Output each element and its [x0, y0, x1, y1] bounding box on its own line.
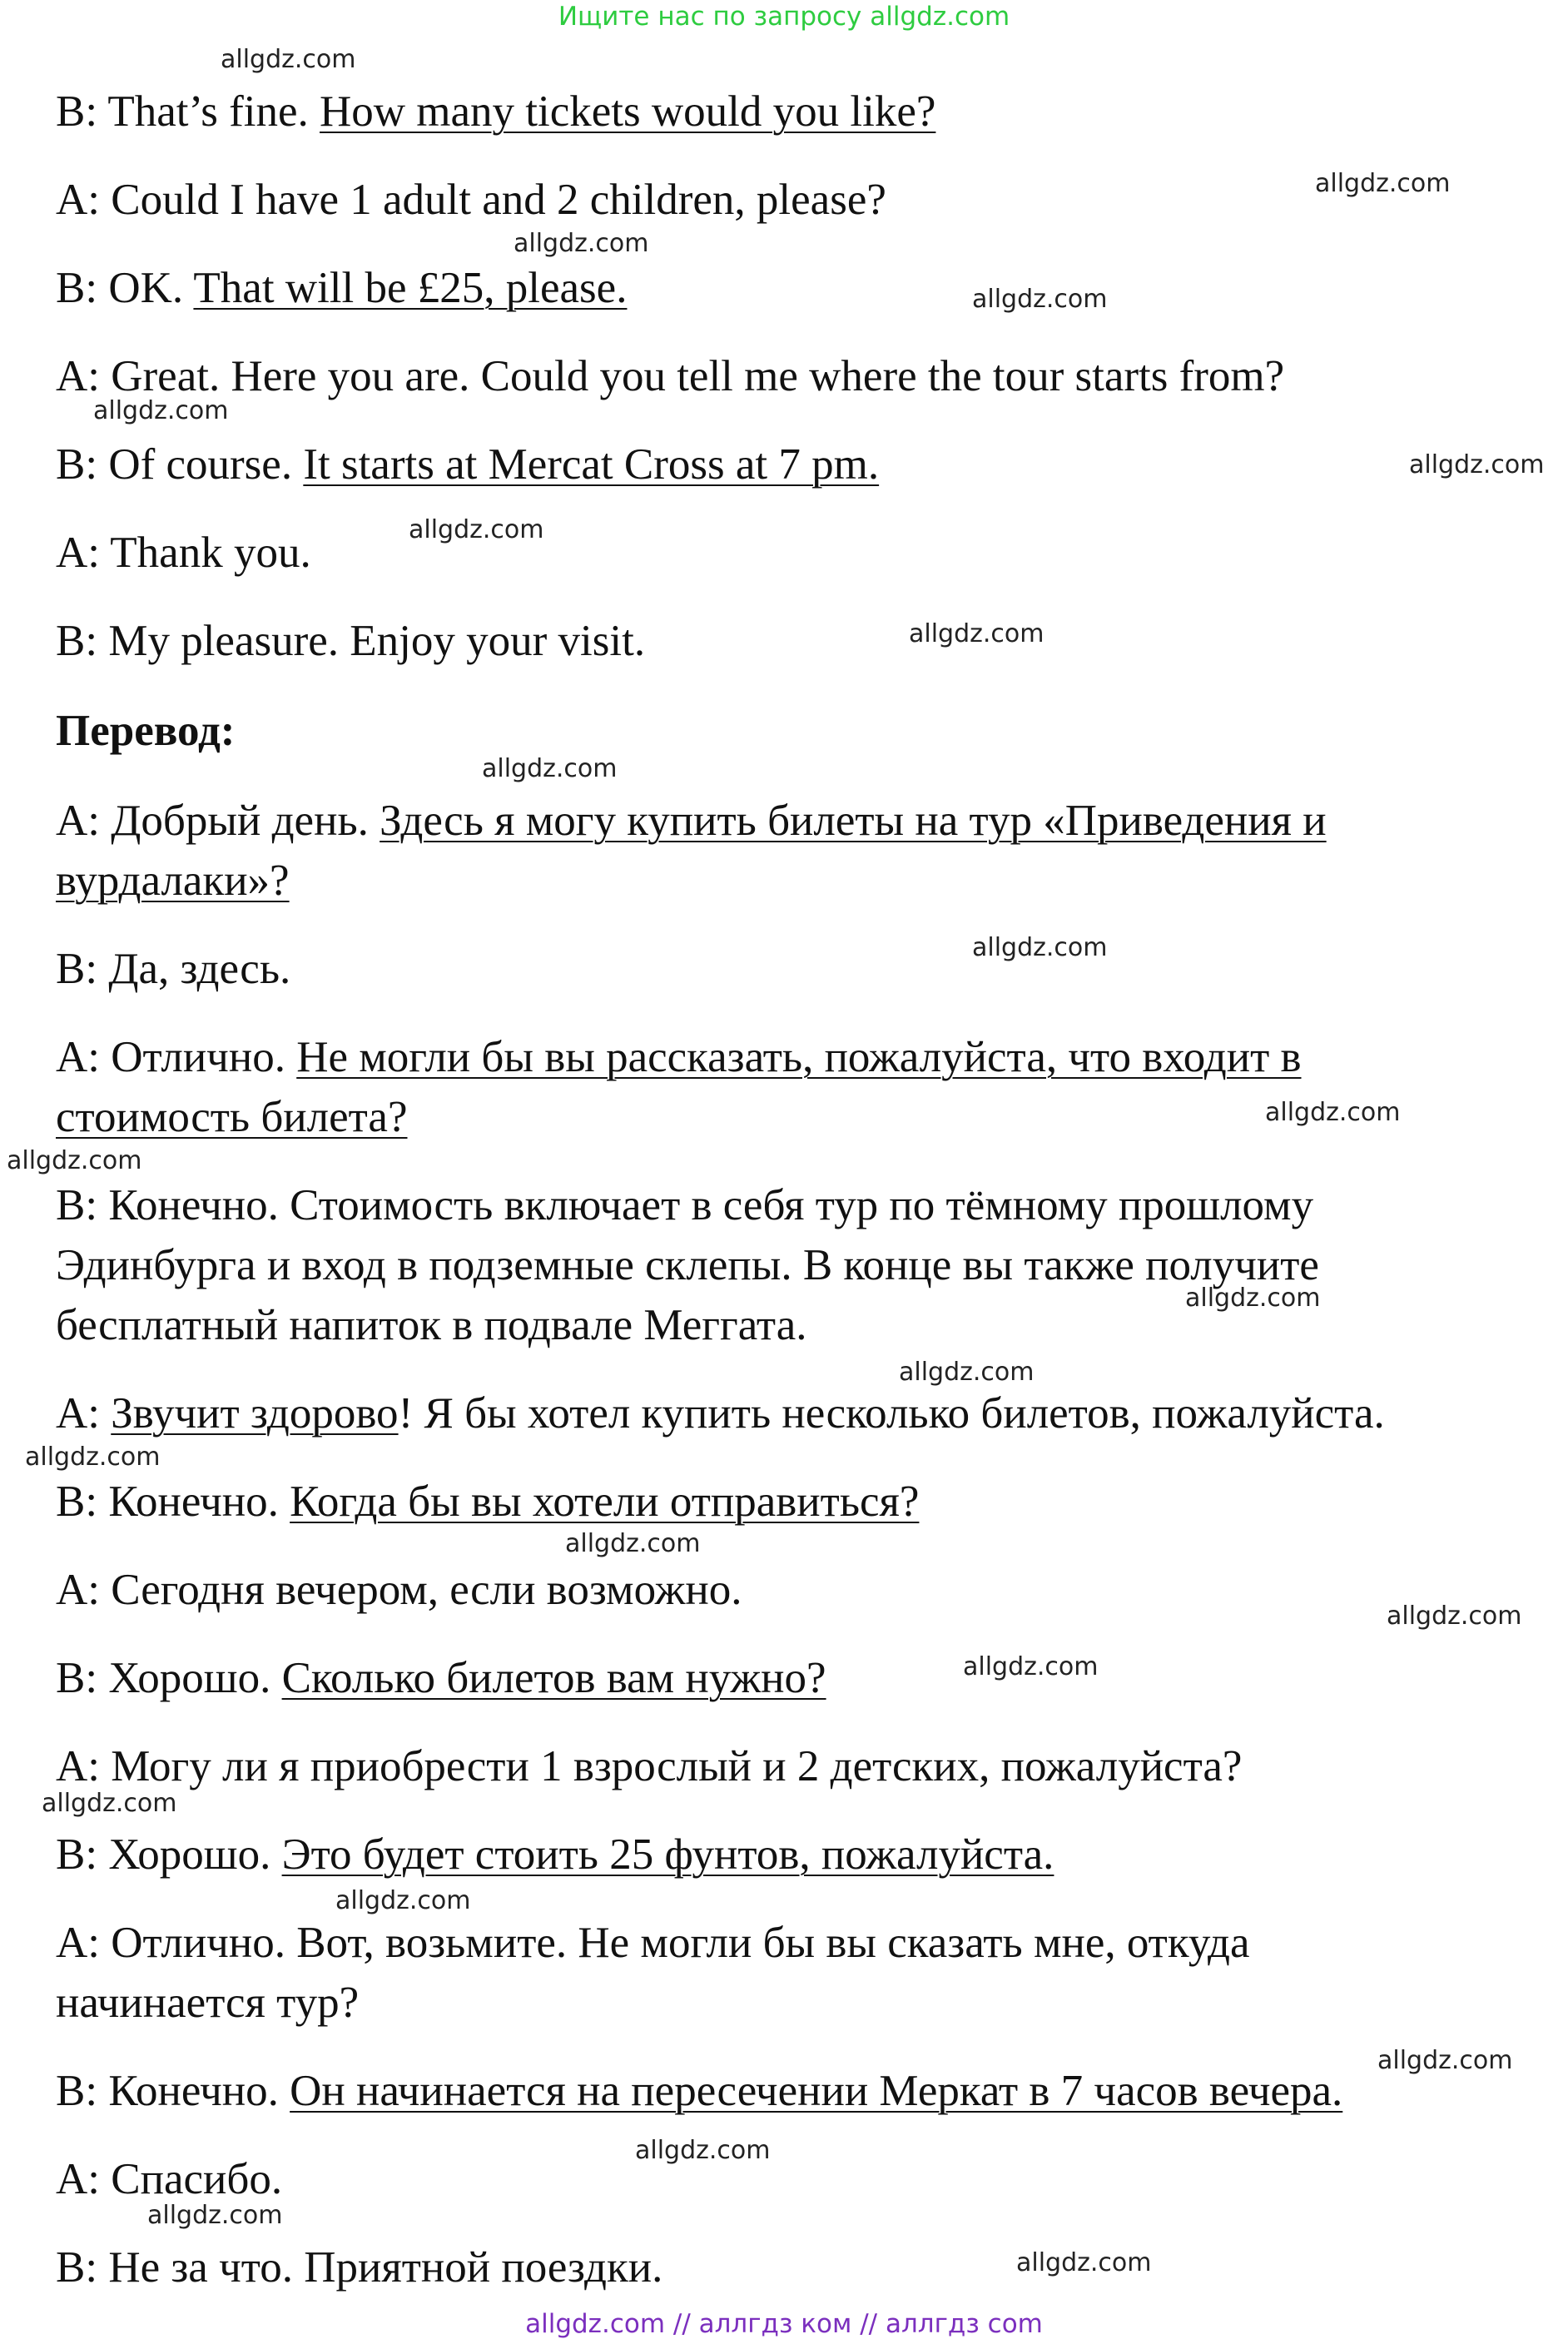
translation-line-3 — [56, 1027, 1302, 1087]
line-text: A: Could I have 1 adult and 2 children, please? — [56, 176, 886, 224]
translation-line-11a — [56, 1913, 1250, 1973]
translation-line-7 — [56, 1560, 742, 1620]
watermark: allgdz.com — [565, 1529, 701, 1558]
dialogue-line-4 — [56, 346, 1284, 406]
translation-line-4a — [56, 1175, 1313, 1235]
translation-line-4c — [56, 1295, 807, 1355]
line-text: A: Сегодня вечером, если возможно. — [56, 1566, 742, 1614]
translation-line-10 — [56, 1825, 1054, 1885]
translation-line-4b — [56, 1235, 1319, 1295]
watermark: allgdz.com — [972, 933, 1108, 962]
top-banner[interactable]: Ищите нас по запросу allgdz.com — [558, 2, 1010, 32]
underlined-text: Он начинается на пересечении Меркат в 7 часов вечера. — [290, 2067, 1343, 2115]
line-text: A: Отлично. Вот, возьмите. Не могли бы вы сказать мне, откуда — [56, 1919, 1250, 1967]
translation-line-14 — [56, 2237, 662, 2297]
translation-line-6 — [56, 1472, 919, 1532]
underlined-text: Звучит здорово — [111, 1389, 399, 1438]
line-text: Эдинбурга и вход в подземные склепы. В конце вы также получите — [56, 1241, 1319, 1289]
translation-line-3b — [56, 1087, 407, 1147]
dialogue-line-7 — [56, 611, 645, 671]
translation-line-2 — [56, 939, 290, 999]
line-text: B: Не за что. Приятной поездки. — [56, 2243, 663, 2292]
dialogue-line-1 — [56, 82, 935, 142]
line-text: бесплатный напиток в подвале Меггата. — [56, 1301, 807, 1349]
line-text: B: Конечно. — [56, 1477, 290, 1526]
translation-line-9 — [56, 1736, 1242, 1796]
line-text: B: OK. — [56, 264, 194, 312]
translation-line-12 — [56, 2061, 1342, 2121]
line-text: B: Хорошо. — [56, 1654, 282, 1702]
watermark: allgdz.com — [909, 619, 1045, 648]
line-text: A: Могу ли я приобрести 1 взрослый и 2 детских, пожалуйста? — [56, 1742, 1243, 1790]
watermark: allgdz.com — [93, 396, 229, 425]
watermark: allgdz.com — [1409, 450, 1545, 479]
watermark: allgdz.com — [7, 1146, 142, 1175]
watermark: allgdz.com — [25, 1443, 161, 1472]
watermark: allgdz.com — [972, 285, 1108, 314]
watermark: allgdz.com — [482, 754, 618, 783]
translation-line-1 — [56, 791, 1327, 851]
line-text: B: Конечно. Стоимость включает в себя тур по тёмному прошлому — [56, 1181, 1314, 1229]
translation-line-8 — [56, 1648, 826, 1708]
line-text: B: Да, здесь. — [56, 945, 291, 993]
bottom-banner[interactable]: allgdz.com // аллгдз ком // аллгдз com — [525, 2309, 1043, 2339]
line-text: B: That’s fine. — [56, 87, 320, 136]
underlined-text: Не могли бы вы рассказать, пожалуйста, что входит в — [296, 1033, 1302, 1081]
underlined-text: How many tickets would you like? — [320, 87, 936, 136]
underlined-text: It starts at Mercat Cross at 7 pm. — [303, 440, 880, 489]
line-text: A: Great. Here you are. Could you tell me where the tour starts from? — [56, 352, 1285, 400]
translation-line-5 — [56, 1383, 1385, 1443]
underlined-text: Здесь я могу купить билеты на тур «Приведения и — [380, 797, 1327, 845]
watermark: allgdz.com — [963, 1652, 1099, 1681]
translation-line-11b — [56, 1973, 359, 2033]
dialogue-line-3 — [56, 258, 627, 318]
underlined-text: стоимость билета? — [56, 1093, 408, 1141]
translation-heading: Перевод: — [56, 707, 236, 755]
watermark: allgdz.com — [409, 515, 544, 544]
watermark: allgdz.com — [1185, 1284, 1321, 1313]
line-text: ! Я бы хотел купить несколько билетов, пожалуйста. — [398, 1389, 1385, 1438]
line-text: B: My pleasure. Enjoy your visit. — [56, 617, 646, 665]
dialogue-line-2 — [56, 170, 886, 230]
line-text: начинается тур? — [56, 1979, 360, 2027]
watermark: allgdz.com — [899, 1358, 1035, 1387]
underlined-text: Когда бы вы хотели отправиться? — [290, 1477, 920, 1526]
dialogue-line-5 — [56, 435, 879, 494]
watermark: allgdz.com — [1016, 2248, 1152, 2277]
line-text: B: Of course. — [56, 440, 304, 489]
line-text: B: Конечно. — [56, 2067, 290, 2115]
watermark: allgdz.com — [147, 2201, 283, 2230]
line-text: A: Добрый день. — [56, 797, 380, 845]
watermark: allgdz.com — [1377, 2046, 1513, 2075]
translation-line-1b — [56, 851, 290, 911]
watermark: allgdz.com — [1265, 1098, 1401, 1127]
watermark: allgdz.com — [514, 229, 649, 258]
line-text: B: Хорошо. — [56, 1830, 282, 1879]
watermark: allgdz.com — [1315, 169, 1451, 198]
underlined-text: That will be £25, please. — [193, 264, 628, 312]
watermark: allgdz.com — [335, 1886, 471, 1915]
line-text: A: Спасибо. — [56, 2155, 283, 2203]
underlined-text: вурдалаки»? — [56, 857, 290, 905]
line-text: A: Thank you. — [56, 529, 311, 577]
watermark: allgdz.com — [221, 45, 356, 74]
watermark: allgdz.com — [42, 1789, 177, 1818]
watermark: allgdz.com — [635, 2136, 771, 2165]
line-text: A: Отлично. — [56, 1033, 297, 1081]
watermark: allgdz.com — [1387, 1602, 1522, 1631]
dialogue-line-6 — [56, 523, 311, 583]
line-text: A: — [56, 1389, 112, 1438]
underlined-text: Это будет стоить 25 фунтов, пожалуйста. — [281, 1830, 1054, 1879]
underlined-text: Сколько билетов вам нужно? — [281, 1654, 826, 1702]
